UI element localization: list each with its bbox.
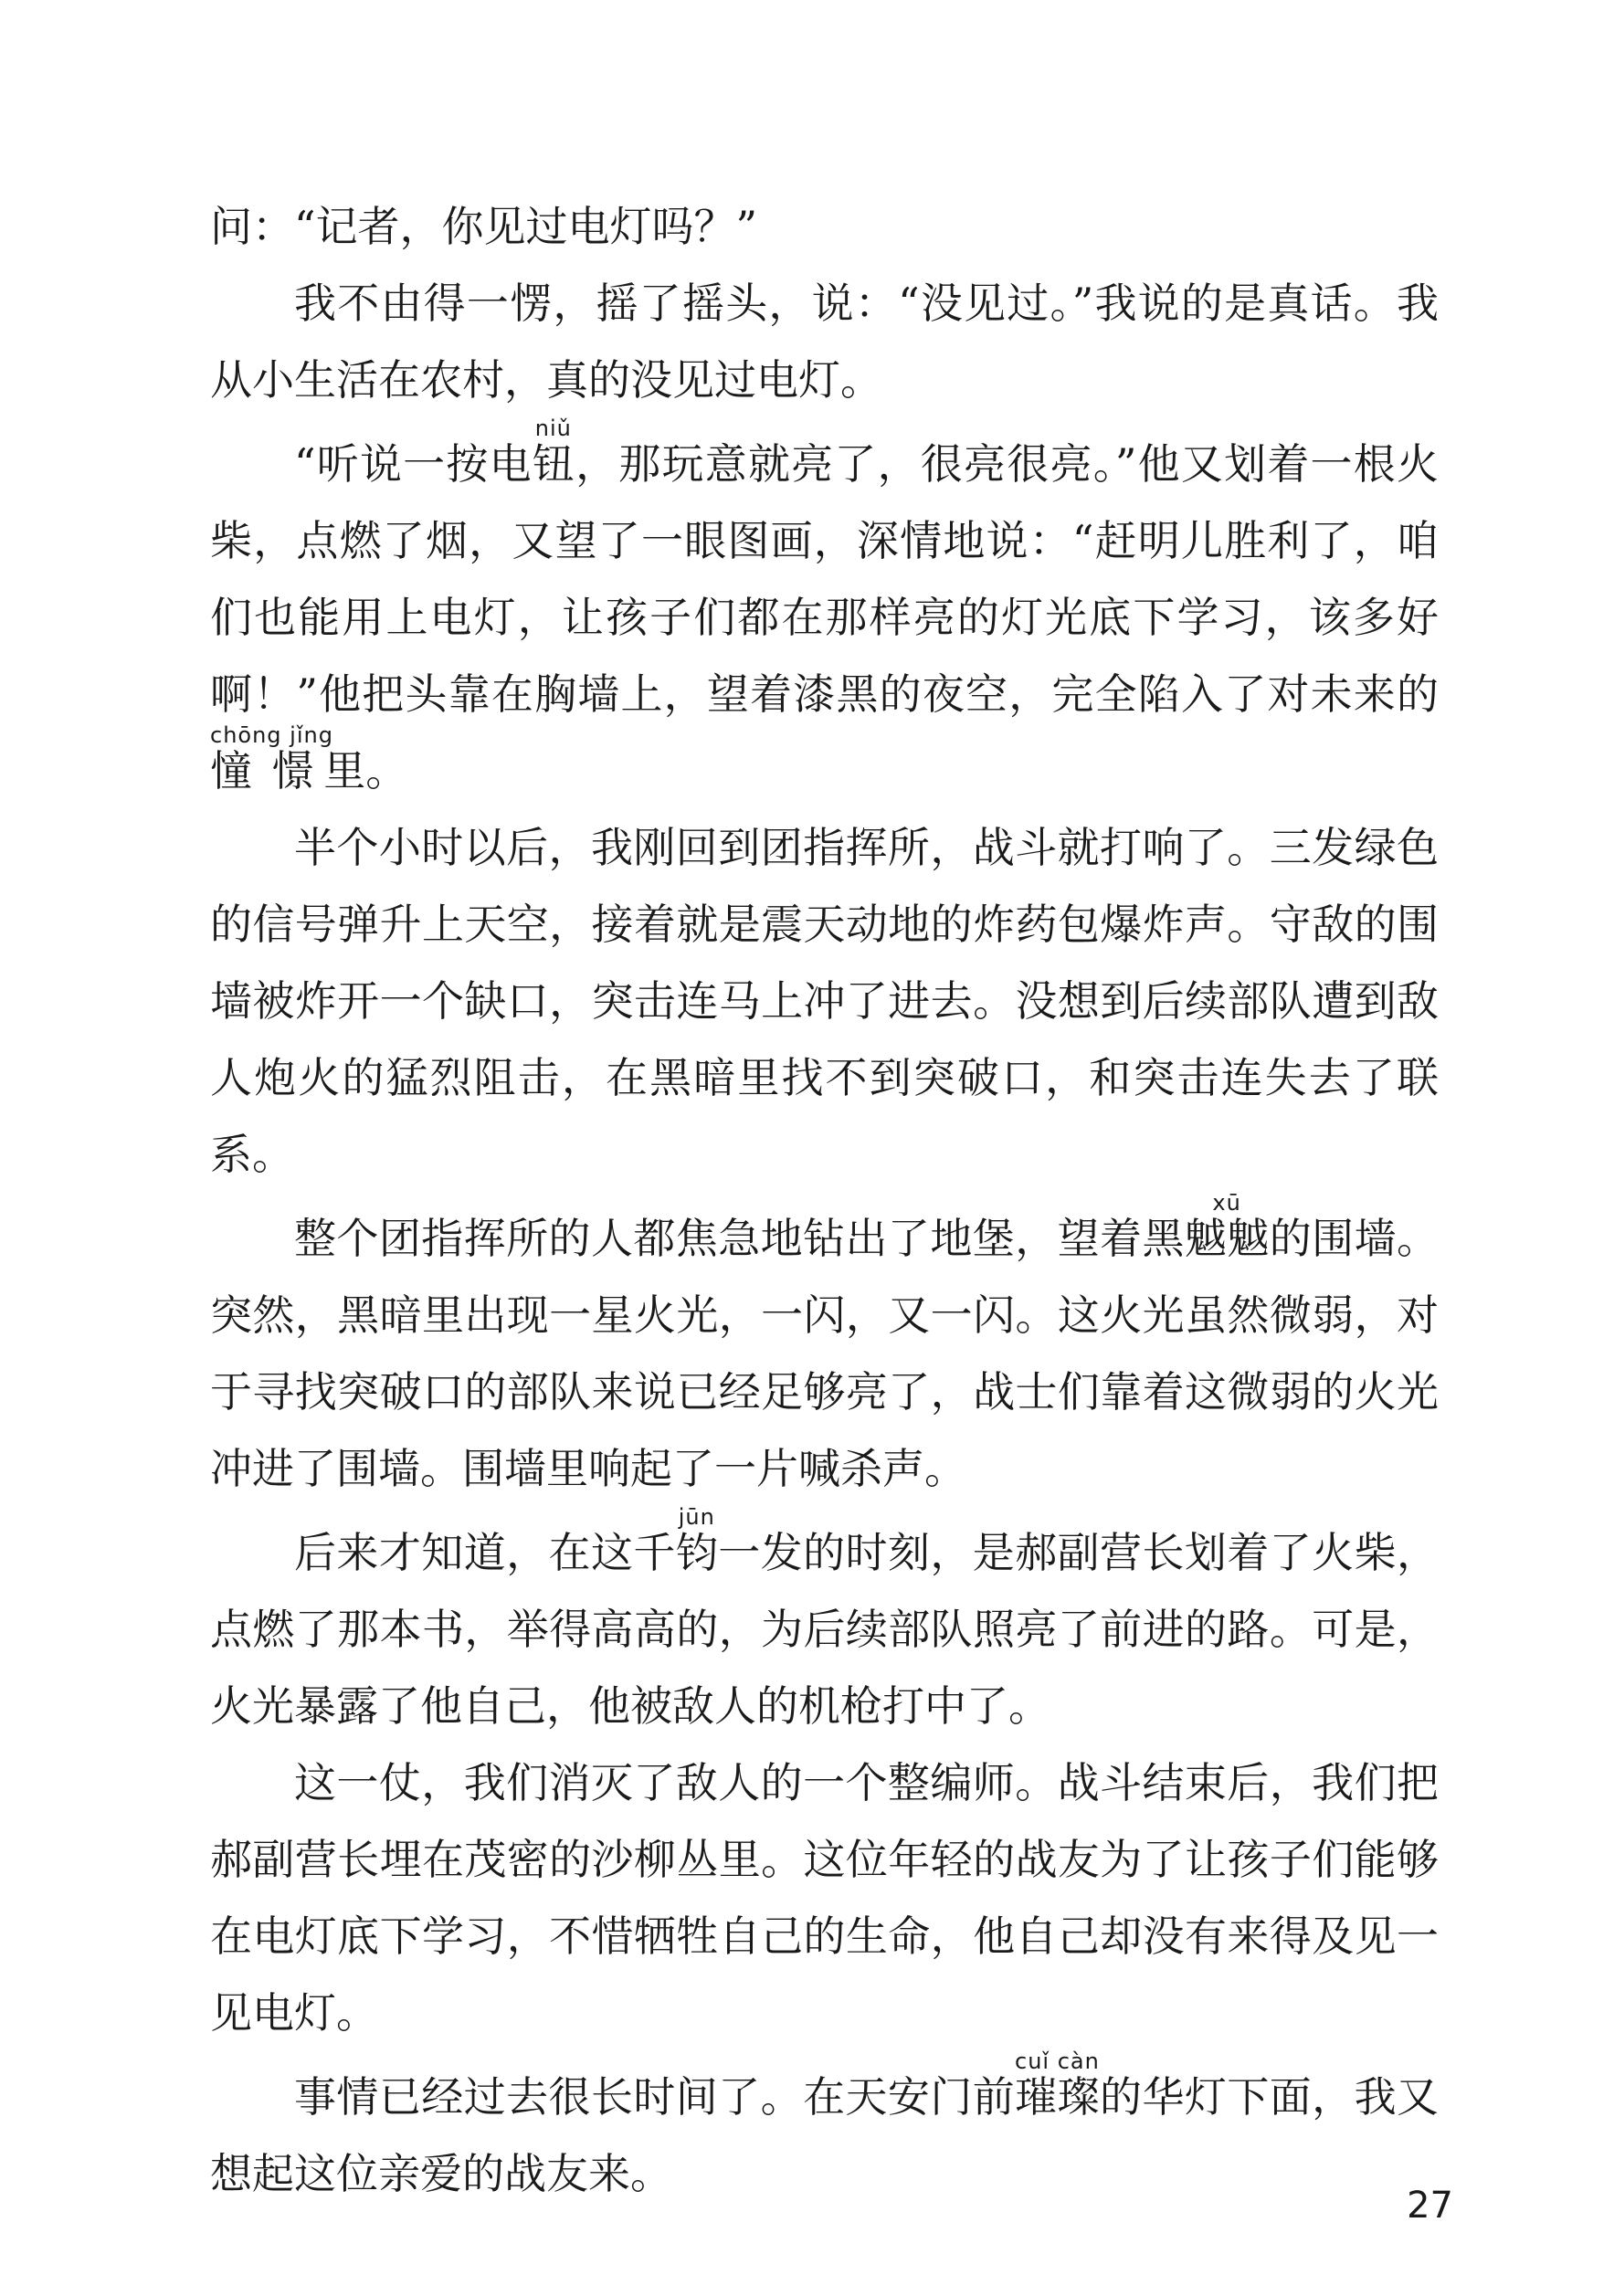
- paragraph: [210, 1504, 1440, 1744]
- text-run: 半个小时以后，我刚回到团指挥所，战斗就打响了。三发绿色的信号弹升上天空，接着就是震天动地的炸药包爆炸声。守敌的围墙被炸开一个缺口，突击连马上冲了进去。没想到后续部队遭到敌人炮火的猛烈阻击，在黑暗里找不到突破口，和突击连失去了联系。: [210, 823, 1439, 1179]
- text-run: 里。: [323, 746, 408, 795]
- paragraph: [210, 418, 1439, 809]
- text-run: 事情已经过去很长时间了。在天安门前: [294, 2072, 1016, 2122]
- paragraph: [210, 1744, 1439, 2051]
- text-run: 我不由得一愣，摇了摇头，说：“没见过。”我说的是真话。我从小生活在农村，真的没见过电灯。: [210, 279, 1439, 405]
- text-run: ，那玩意就亮了，很亮很亮。”他又划着一根火柴，点燃了烟，又望了一眼图画，深情地说：“赶明儿胜利了，咱们也能用上电灯，让孩子们都在那样亮的灯光底下学习，该多好啊！”他把头靠在胸墙上，望着漆黑的夜空，完全陷入了对未来的: [210, 439, 1439, 719]
- paragraph: [210, 265, 1439, 418]
- pinyin-annotated-word: [210, 722, 333, 795]
- page-number: 27: [1407, 2185, 1453, 2227]
- text-run: 的围墙。突然，黑暗里出现一星火光，一闪，又一闪。这火光虽然微弱，对于寻找突破口的部队来说已经足够亮了，战士们靠着这微弱的火光冲进了围墙。围墙里响起了一片喊杀声。: [210, 1214, 1440, 1493]
- paragraph: [210, 2048, 1440, 2212]
- annotated-characters: 璀璨: [1015, 2072, 1100, 2122]
- annotated-characters: 憧憬: [210, 746, 333, 795]
- pinyin-annotation: cuǐ càn: [1015, 2048, 1100, 2074]
- body-text: [210, 188, 1439, 2212]
- text-run: 的华灯下面，我又想起这位亲爱的战友来。: [210, 2072, 1440, 2198]
- text-run: “听说一按电: [294, 439, 533, 489]
- paragraph: [210, 188, 1439, 265]
- pinyin-annotation: jūn: [675, 1504, 718, 1530]
- annotated-characters: 魆魆: [1184, 1214, 1270, 1263]
- text-run: 后来才知道，在这千: [294, 1528, 676, 1577]
- pinyin-annotated-word: [1015, 2048, 1100, 2122]
- text-run: 整个团指挥所的人都焦急地钻出了地堡，望着黑: [294, 1214, 1185, 1263]
- pinyin-annotation: xū: [1184, 1190, 1270, 1216]
- paragraph: [210, 1190, 1440, 1507]
- text-run: 问：“记者，你见过电灯吗？”: [210, 202, 758, 251]
- text-run: 一发的时刻，是郝副营长划着了火柴，点燃了那本书，举得高高的，为后续部队照亮了前进的路。可是，火光暴露了他自己，他被敌人的机枪打中了。: [210, 1528, 1440, 1731]
- pinyin-annotation: niǔ: [532, 416, 575, 441]
- annotated-characters: 钮: [532, 439, 576, 489]
- pinyin-annotation: chōng jǐng: [210, 722, 333, 748]
- text-run: 这一仗，我们消灭了敌人的一个整编师。战斗结束后，我们把郝副营长埋在茂密的沙柳丛里。这位年轻的战友为了让孩子们能够在电灯底下学习，不惜牺牲自己的生命，他自己却没有来得及见一见电灯。: [210, 1758, 1439, 2038]
- paragraph: [210, 809, 1439, 1193]
- pinyin-annotated-word: [1184, 1190, 1270, 1263]
- pinyin-annotated-word: [532, 416, 576, 489]
- annotated-characters: 钧: [675, 1528, 719, 1577]
- pinyin-annotated-word: [675, 1504, 719, 1577]
